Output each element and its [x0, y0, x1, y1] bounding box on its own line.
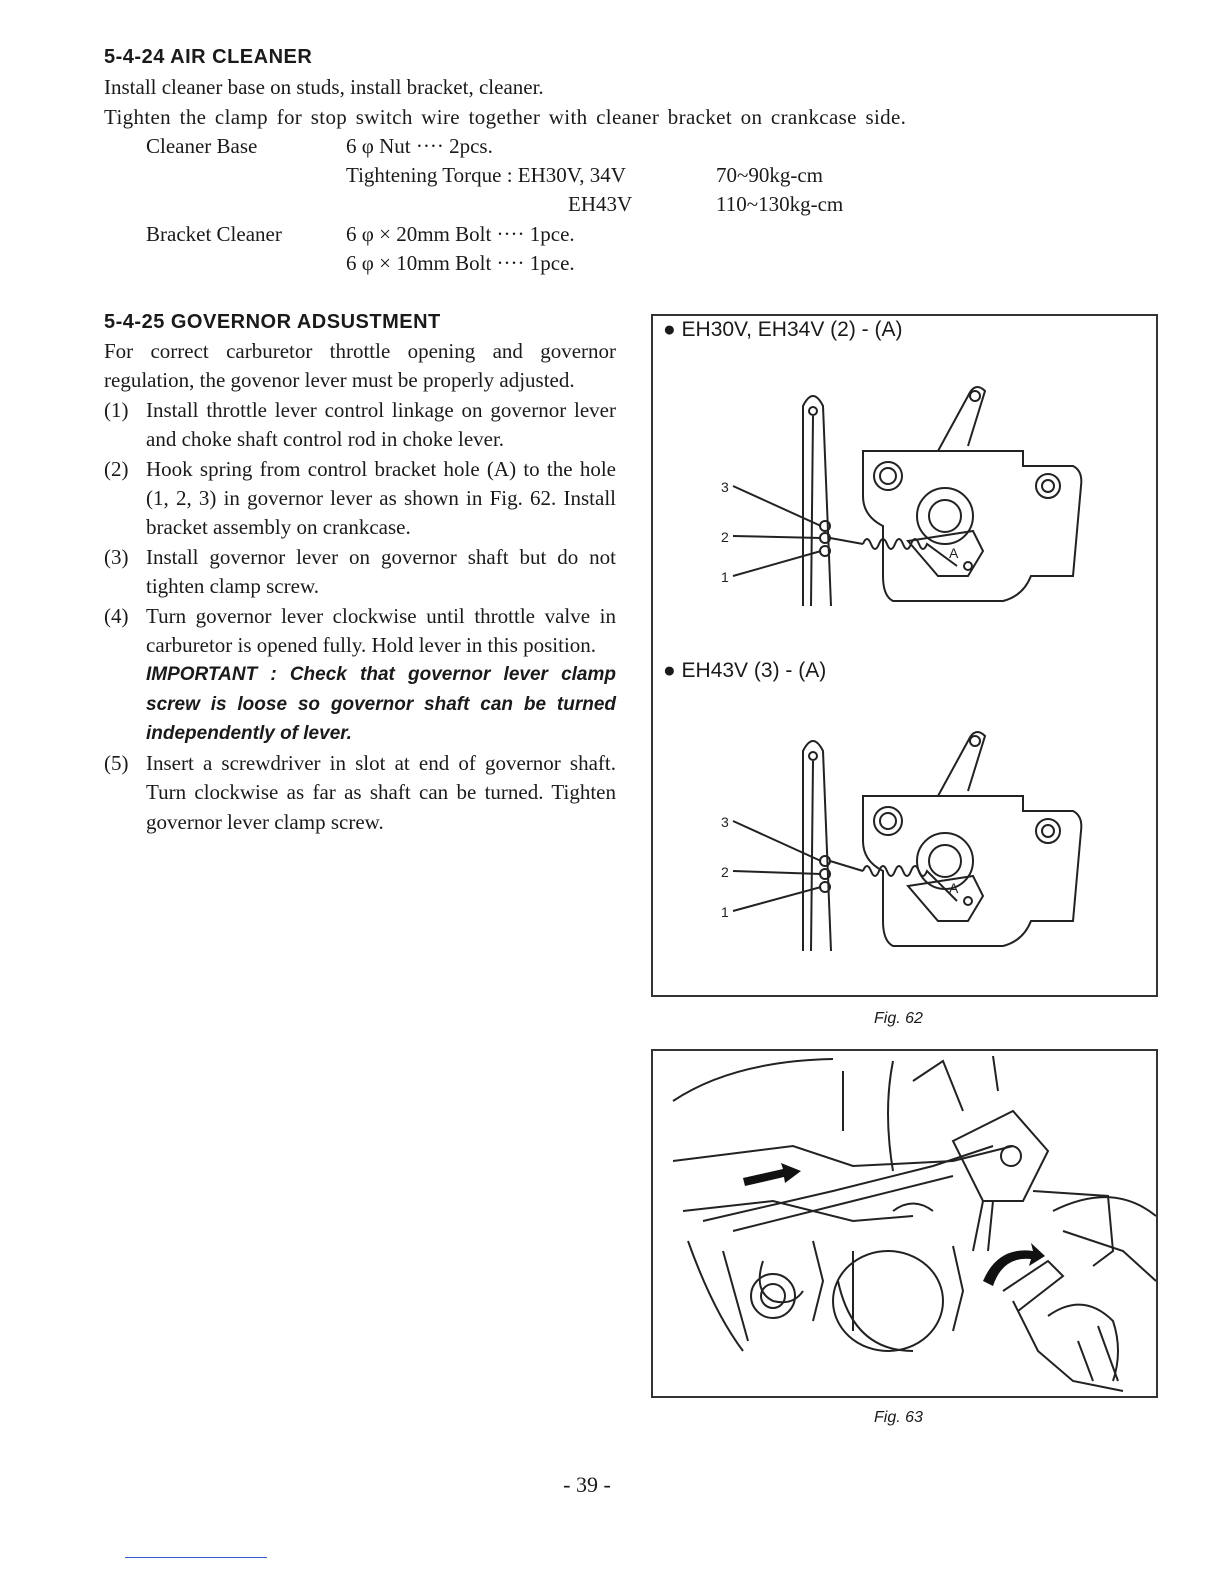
step-text: Insert a screwdriver in slot at end of governor shaft. Turn clockwise as far as shaft can be turned. Tighten governor lever clamp screw. — [146, 750, 616, 834]
callout-2-lower: 2 — [721, 864, 729, 880]
governor-intro: For correct carburetor throttle opening and governor regulation, the govenor lever must be properly adjusted. — [104, 339, 616, 393]
bracket-bolt-1: 6 φ × 20mm Bolt ···· 1pce. — [346, 222, 575, 246]
callout-1-upper: 1 — [721, 569, 729, 585]
callout-3-lower: 3 — [721, 814, 729, 830]
callout-3-upper: 3 — [721, 479, 729, 495]
callout-1-lower: 1 — [721, 904, 729, 920]
step-text: Install throttle lever control linkage on governor lever and choke shaft control rod in choke lever. — [146, 397, 616, 452]
fig-63-caption: Fig. 63 — [874, 1409, 923, 1426]
step-4 — [104, 602, 616, 749]
bracket-cleaner-label: Bracket Cleaner — [146, 222, 282, 246]
engine-screwdriver-illustration — [653, 1051, 1156, 1396]
cleaner-base-label: Cleaner Base — [146, 134, 258, 158]
bottom-rule — [125, 1557, 267, 1558]
torque-model-2: EH43V — [568, 192, 633, 216]
fig-62-label-top: ● EH30V, EH34V (2) - (A) — [663, 318, 903, 341]
important-note: IMPORTANT : Check that governor lever clamp screw is loose so governor shaft can be turned independently of lever. — [146, 664, 616, 745]
fig-62-label-bottom: ● EH43V (3) - (A) — [663, 659, 827, 682]
callout-a-lower: A — [949, 880, 959, 896]
step-number: (2) — [104, 456, 129, 481]
step-number: (4) — [104, 603, 129, 628]
step-number: (1) — [104, 397, 129, 422]
cleaner-base-nut: 6 φ Nut ···· 2pcs. — [346, 134, 493, 158]
governor-text-block — [104, 337, 616, 837]
torque-label: Tightening Torque : EH30V, 34V — [346, 163, 626, 187]
bracket-bolt-2: 6 φ × 10mm Bolt ···· 1pce. — [346, 251, 575, 275]
fig-62-caption: Fig. 62 — [874, 1010, 923, 1027]
governor-linkage-diagram-upper — [713, 376, 1093, 626]
torque-value-2: 110~130kg-cm — [716, 192, 844, 216]
page-number: - 39 - — [563, 1472, 611, 1497]
governor-heading: 5-4-25 GOVERNOR ADSUSTMENT — [104, 311, 441, 333]
torque-value-1: 70~90kg-cm — [716, 163, 824, 187]
step-5 — [104, 749, 616, 837]
fig-63-frame — [651, 1049, 1158, 1398]
callout-a-upper: A — [949, 545, 959, 561]
step-text: Hook spring from control bracket hole (A) to the hole (1, 2, 3) in governor lever as shown in Fig. 62. Install bracket assembly on crankcase. — [146, 456, 616, 540]
step-text: Install governor lever on governor shaft but do not tighten clamp screw. — [146, 544, 616, 599]
step-1 — [104, 396, 616, 455]
step-text: Turn governor lever clockwise until throttle valve in carburetor is opened fully. Hold lever in this position. — [146, 603, 616, 658]
step-3 — [104, 543, 616, 602]
governor-steps — [104, 396, 616, 837]
step-2 — [104, 455, 616, 543]
fig-62-frame — [651, 314, 1158, 997]
air-cleaner-line-2: Tighten the clamp for stop switch wire together with cleaner bracket on crankcase side. — [104, 105, 907, 129]
callout-2-upper: 2 — [721, 529, 729, 545]
step-number: (5) — [104, 750, 129, 775]
governor-linkage-diagram-lower — [713, 721, 1093, 971]
air-cleaner-line-1: Install cleaner base on studs, install bracket, cleaner. — [104, 75, 544, 99]
step-number: (3) — [104, 544, 129, 569]
air-cleaner-heading: 5-4-24 AIR CLEANER — [104, 46, 313, 68]
